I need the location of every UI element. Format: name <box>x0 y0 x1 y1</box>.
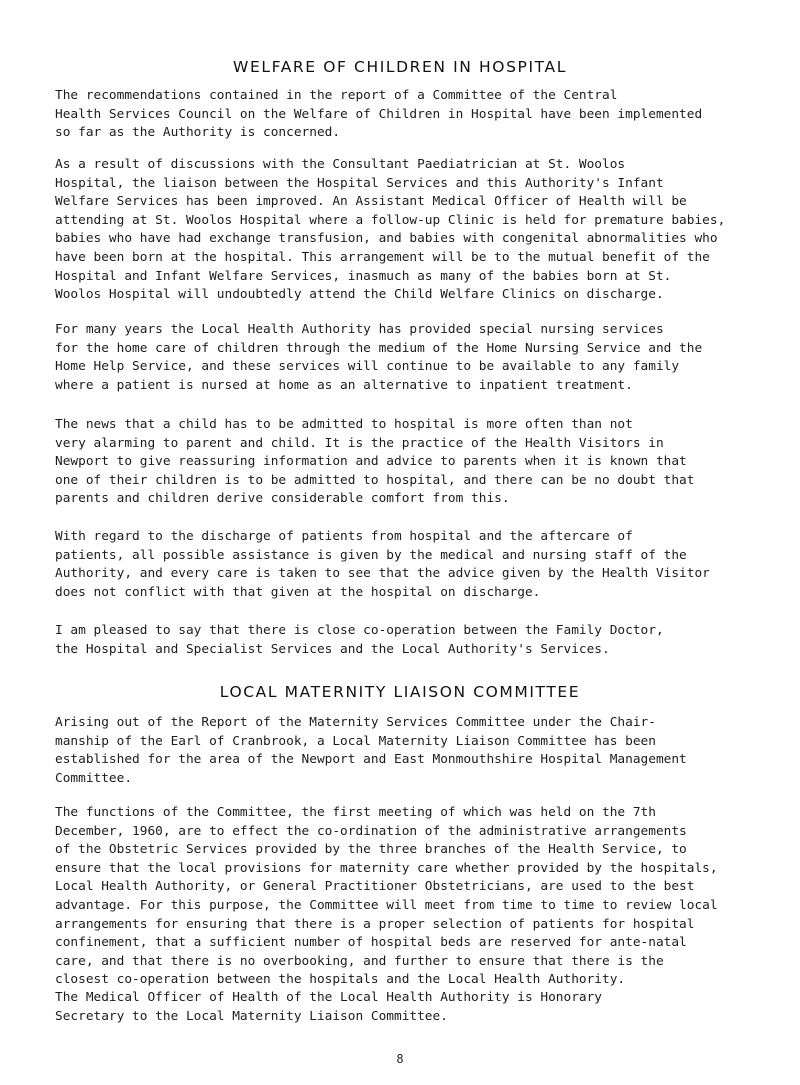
page-title: WELFARE OF CHILDREN IN HOSPITAL <box>233 58 567 76</box>
section-heading: LOCAL MATERNITY LIAISON COMMITTEE <box>219 683 581 701</box>
paragraph-maternity-committee: Arising out of the Report of the Maternity Services Committee under the Chair- manship of the Earl of Cranbrook, a Local Maternity Liaison Committee has been established for the area of the Newport and East Monmouthshire Hospital Management Committee. <box>55 715 687 786</box>
paragraph-recommendations: The recommendations contained in the report of a Committee of the Central Health Services Council on the Welfare of Children in Hospital have been implemented so far as the Authority is concerned. <box>55 88 703 141</box>
paragraph-committee-functions: The functions of the Committee, the first meeting of which was held on the 7th December, 1960, are to effect the co-ordination of the administrative arrangements of the Obstetric Services provided by the three branches of the Health Service, to ensure that the local provisions for maternity care whether provided by the hospitals, Local Health Authority, or General Practitioner Obstetricians, are used to the best advantage. For this purpose, the Committee will meet from time to time to review local arrangements for ensuring that there is a proper selection of patients for hospital confinement, that a sufficient number of hospital beds are reserved for ante-natal care, and that there is no overbooking, and further to ensure that there is the closest co-operation between the hospitals and the Local Health Authority. <box>55 805 718 988</box>
paragraph-health-visitors: The news that a child has to be admitted to hospital is more often than not very alarming to parent and child. It is the practice of the Health Visitors in Newport to give reassuring information and advice to parents when it is known that one of their children is to be admitted to hospital, and there can be no doubt that parents and children derive considerable comfort from this. <box>55 417 695 507</box>
paragraph-nursing-services: For many years the Local Health Authority has provided special nursing services for the home care of children through the medium of the Home Nursing Service and the Home Help Service, and these services will continue to be available to any family where a patient is nursed at home as an alternative to inpatient treatment. <box>55 322 703 393</box>
paragraph-discharge: With regard to the discharge of patients from hospital and the aftercare of patients, all possible assistance is given by the medical and nursing staff of the Authority, and every care is taken to see that the advice given by the Health Visitor does not conflict with that given at the hospital on discharge. <box>55 529 710 600</box>
page-number: 8 <box>396 1052 404 1066</box>
paragraph-honorary-secretary: The Medical Officer of Health of the Local Health Authority is Honorary Secretary to the Local Maternity Liaison Committee. <box>55 990 603 1024</box>
paragraph-co-operation: I am pleased to say that there is close co-operation between the Family Doctor, the Hospital and Specialist Services and the Local Authority's Services. <box>55 623 664 657</box>
paragraph-liaison: As a result of discussions with the Consultant Paediatrician at St. Woolos Hospital, the liaison between the Hospital Services and this Authority's Infant Welfare Services has been improved. An Assistant Medical Officer of Health will be attending at St. Woolos Hospital where a follow-up Clinic is held for premature babies, babies who have had exchange transfusion, and babies with congenital abnormalities who have been born at the hospital. This arrangement will be to the mutual benefit of the Hospital and Infant Welfare Services, inasmuch as many of the babies born at St. Woolos Hospital will undoubtedly attend the Child Welfare Clinics on discharge. <box>55 157 726 303</box>
